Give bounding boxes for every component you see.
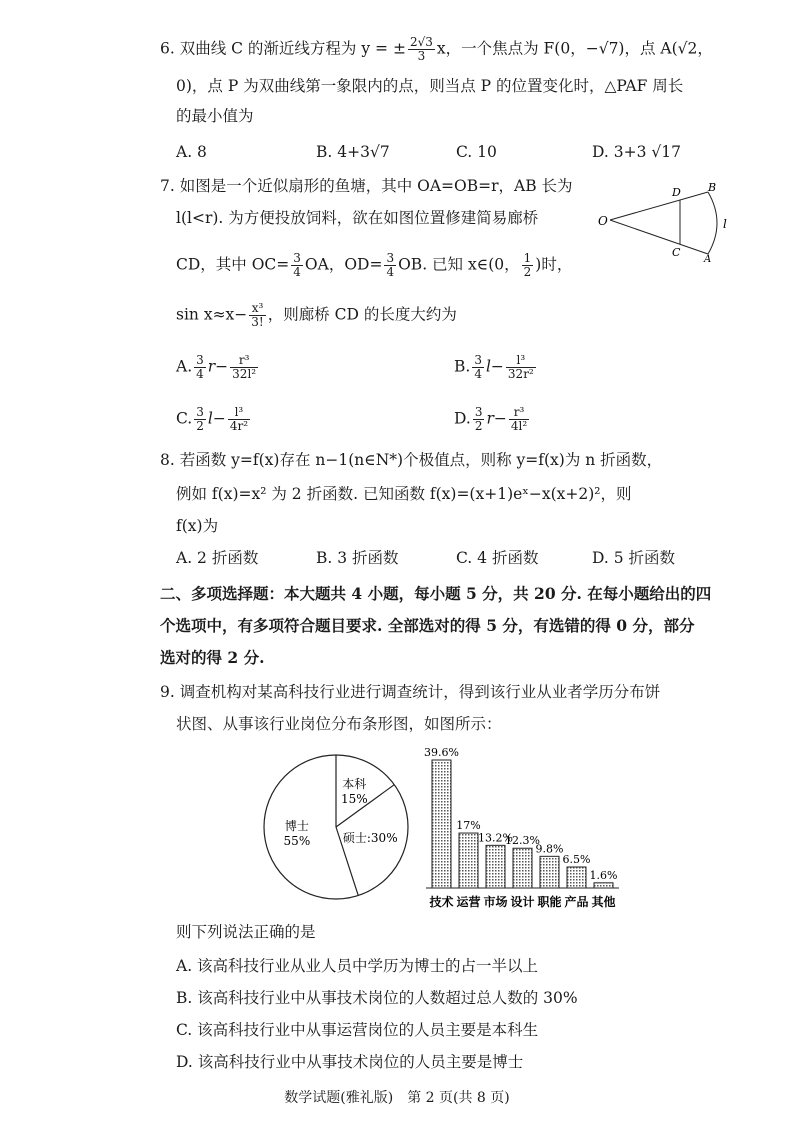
q9-option-d[interactable]: D. 该高科技行业中从事技术岗位的人员主要是博士 — [176, 1053, 524, 1071]
bar-value-label: 9.8% — [535, 842, 564, 856]
position-bar-chart — [420, 738, 640, 914]
bar-产品 — [567, 867, 586, 888]
q8-option-c[interactable]: C. 4 折函数 — [456, 549, 539, 567]
q8-line1: 8. 若函数 y=f(x)存在 n−1(n∈N*)个极值点，则称 y=f(x)为 n 折函数， — [160, 451, 663, 469]
bar-category-label: 运营 — [456, 895, 481, 909]
section2-line3: 选对的得 2 分. — [160, 648, 265, 667]
bar-value-label: 6.5% — [562, 852, 591, 866]
bar-value-label: 17% — [456, 819, 481, 833]
bar-category-label: 产品 — [564, 895, 589, 909]
bar-其他 — [594, 883, 613, 888]
q6-line1: 6. 双曲线 C 的渐近线方程为 y = ± $\frac{2√3}{3}$ x，一个焦点为 F(0，−√7)，点 A(√2， — [160, 35, 713, 63]
pie-slice-label: 55% — [283, 834, 311, 849]
label-a: A — [704, 254, 712, 262]
segment-ob — [610, 192, 708, 220]
bar-市场 — [486, 845, 505, 888]
education-pie-chart — [256, 752, 416, 902]
q7-line2: l(l<r). 为方便投放饲料，欲在如图位置修建简易廊桥 — [176, 209, 539, 227]
q6-line3: 的最小值为 — [176, 107, 254, 125]
sector-figure — [596, 180, 732, 262]
q9-option-b[interactable]: B. 该高科技行业中从事技术岗位的人数超过总人数的 30% — [176, 989, 578, 1007]
q7-option-d[interactable]: D. $\frac{3}{2}$ r− $\frac{\text{r³}}{\text{4l²}}$ — [454, 405, 528, 433]
q8-option-b[interactable]: B. 3 折函数 — [316, 549, 399, 567]
q7-line4: sin x≈x− $\frac{\text{x³}}{3!}$ ，则廊桥 CD 的长度大约为 — [176, 301, 457, 329]
pie-slice-label: 本科 — [342, 777, 367, 792]
q8-line3: f(x)为 — [176, 517, 219, 535]
bar-value-label: 1.6% — [589, 868, 618, 882]
q6-option-d[interactable]: D. 3+3 √17 — [592, 143, 681, 161]
bar-value-label: 39.6% — [424, 746, 459, 759]
pie-slice-label: 博士 — [284, 819, 309, 834]
label-b: B — [708, 181, 717, 194]
bar-category-label: 设计 — [510, 895, 535, 909]
bar-职能 — [540, 856, 559, 888]
q8-line2: 例如 f(x)=x² 为 2 折函数. 已知函数 f(x)=(x+1)eˣ−x(x+2)²，则 — [176, 485, 632, 503]
bar-运营 — [459, 833, 478, 888]
pie-slice-label: 硕士:30% — [342, 831, 398, 846]
q6-option-c[interactable]: C. 10 — [456, 143, 497, 161]
bar-category-label: 技术 — [429, 895, 454, 909]
q9-option-c[interactable]: C. 该高科技行业中从事运营岗位的人员主要是本科生 — [176, 1021, 539, 1039]
bar-value-label: 12.3% — [505, 834, 540, 848]
label-c: C — [672, 246, 681, 259]
bar-category-label: 市场 — [483, 895, 508, 909]
section2-line2: 个选项中，有多项符合题目要求. 全部选对的得 5 分，有选错的得 0 分，部分 — [160, 616, 695, 635]
bar-value-label: 13.2% — [478, 831, 513, 845]
q7-option-c[interactable]: C. $\frac{3}{2}$ l− $\frac{\text{l³}}{\text{4r²}}$ — [176, 405, 249, 433]
label-o: O — [598, 214, 608, 228]
q8-option-d[interactable]: D. 5 折函数 — [592, 549, 676, 567]
page-footer: 数学试题(雅礼版) 第 2 页(共 8 页) — [284, 1090, 510, 1106]
pie-slice-label: 15% — [340, 792, 368, 807]
segment-oa — [610, 220, 708, 254]
bar-category-label: 其他 — [591, 895, 616, 909]
bar-设计 — [513, 848, 532, 888]
q7-option-a[interactable]: A. $\frac{3}{4}$ r− $\frac{\text{r³}}{\text{32l²}}$ — [176, 353, 257, 381]
q6-option-b[interactable]: B. 4+3√7 — [316, 143, 390, 161]
q8-option-a[interactable]: A. 2 折函数 — [176, 549, 259, 567]
bar-技术 — [432, 760, 451, 888]
bar-category-label: 职能 — [537, 895, 562, 909]
q9-option-a[interactable]: A. 该高科技行业从业人员中学历为博士的占一半以上 — [176, 957, 539, 975]
q7-option-b[interactable]: B. $\frac{3}{4}$ l− $\frac{\text{l³}}{\text{32r²}}$ — [454, 353, 534, 381]
q6-fraction: $\frac{2√3}{3}$ — [409, 35, 433, 63]
arc-ab — [708, 192, 717, 254]
q9-line2: 状图、从事该行业岗位分布条形图，如图所示： — [176, 715, 502, 733]
q7-line1: 7. 如图是一个近似扇形的鱼塘，其中 OA=OB=r，AB 长为 — [160, 177, 573, 195]
section2-line1: 二、多项选择题：本大题共 4 小题，每小题 5 分，共 20 分. 在每小题给出的四 — [160, 584, 712, 603]
q7-line3: CD，其中 OC= $\frac{3}{4}$ OA，OD= $\frac{3}{4}$ OB. 已知 x∈(0， $\frac{1}{2}$ )时， — [176, 251, 573, 279]
label-d: D — [672, 186, 681, 199]
q9-line1: 9. 调查机构对某高科技行业进行调查统计，得到该行业从业者学历分布饼 — [160, 683, 661, 701]
label-l: l — [723, 217, 727, 231]
q9-question: 则下列说法正确的是 — [176, 923, 316, 941]
q6-line2: 0)，点 P 为双曲线第一象限内的点，则当点 P 的位置变化时，△PAF 周长 — [176, 77, 684, 95]
q6-option-a[interactable]: A. 8 — [176, 143, 207, 161]
